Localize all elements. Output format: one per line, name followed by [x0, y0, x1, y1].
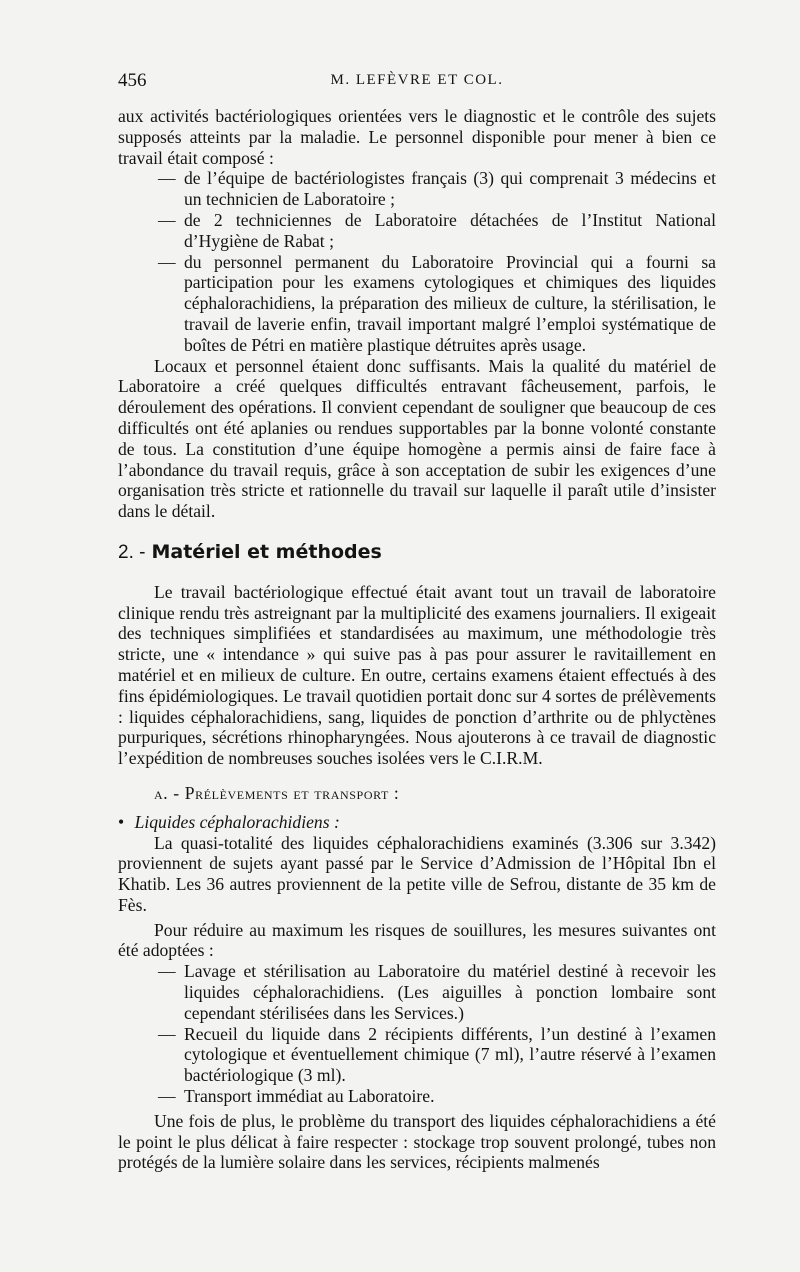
bullet-heading-text: Liquides céphalorachidiens : — [134, 811, 340, 832]
measure-list-text: Recueil du liquide dans 2 récipients différents, l’un destiné à l’examen cytologique et éventuellement chimique (7 ml), l’autre réservé à l’examen bactériologique (3 ml). — [184, 1023, 716, 1086]
dash-marker: — — [158, 1086, 176, 1107]
section-title: Matériel et méthodes — [151, 540, 382, 563]
staff-list-text: du personnel permanent du Laboratoire Provincial qui a fourni sa participation pour les examens cytologiques et chimiques des liquides céphalorachidiens, la préparation des milieux de culture, la stérilisation, le travail de laverie enfin, travail important malgré l’emploi systématique de boîtes de Pétri en matière plastique détruites après usage. — [184, 251, 716, 355]
dash-marker: — — [158, 961, 176, 982]
csf-paragraph-2: Pour réduire au maximum les risques de souillures, les mesures suivantes ont été adoptées : — [118, 919, 716, 961]
staff-list-item — [118, 252, 716, 356]
csf-paragraph-3: Une fois de plus, le problème du transport des liquides céphalorachidiens a été le point le plus délicat à faire respecter : stockage trop souvent prolongé, tubes non protégés de la lumière solaire dans les services, récipients malmenés — [118, 1110, 716, 1173]
page-body — [118, 106, 716, 1173]
section-heading — [118, 542, 716, 564]
staff-list-text: de l’équipe de bactériologistes français (3) qui comprenait 3 médecins et un technicien de Laboratoire ; — [184, 168, 716, 210]
closing-paragraph: Locaux et personnel étaient donc suffisants. Mais la qualité du matériel de Laboratoire a créé quelques difficultés entravant fâcheusement, parfois, le déroulement des opérations. Il convient cependant de souligner que beaucoup de ces difficultés ont été aplanies ou rendues supportables par la bonne volonté constante de tous. La constitution d’une équipe homogène a permis ainsi de faire face à l’abondance du travail requis, grâce à son acceptation de subir les exigences d’une organisation très stricte et rationnelle du travail sur laquelle il paraît utile d’insister dans le détail. — [118, 355, 716, 522]
section-paragraph: Le travail bactériologique effectué était avant tout un travail de laboratoire clinique rendu très astreignant par la multiplicité des examens journaliers. Il exigeait des techniques simplifiées et standardisées au maximum, une méthodologie très stricte, une « intendance » qui suive pas à pas pour assurer le ravitaillement en matériel et en milieux de culture. En outre, certains examens étaient effectués à des fins épidémiologiques. Le travail quotidien portait donc sur 4 sortes de prélèvements : liquides céphalorachidiens, sang, liquides de ponction d’arthrite ou de phlyctènes purpuriques, sécrétions rhinopharyngées. Nous ajouterons à ce travail de diagnostic l’expédition de nombreuses souches isolées vers le C.I.R.M. — [118, 581, 716, 769]
measure-list-item — [118, 1086, 716, 1107]
measure-list-text: Transport immédiat au Laboratoire. — [184, 1086, 435, 1107]
dash-marker: — — [158, 209, 176, 230]
csf-paragraph-1: La quasi-totalité des liquides céphalorachidiens examinés (3.306 sur 3.342) proviennent de sujets ayant passé par le Service d’Admission de l’Hôpital Ibn el Khatib. Les 36 autres proviennent de la petite ville de Sefrou, distante de 35 km de Fès. — [118, 832, 716, 915]
section-number: 2. - — [118, 541, 146, 563]
page-header — [118, 70, 716, 94]
intro-paragraph: aux activités bactériologiques orientées vers le diagnostic et le contrôle des sujets supposés atteints par la maladie. Le personnel disponible pour mener à bien ce travail était composé : — [118, 106, 716, 168]
measure-list-item — [118, 1024, 716, 1086]
bullet-heading — [118, 812, 716, 833]
bullet-icon: • — [118, 811, 125, 832]
subsection-heading: a. - Prélèvements et transport : — [154, 782, 400, 803]
staff-list-item — [118, 210, 716, 252]
staff-list-item — [118, 168, 716, 210]
measure-list-text: Lavage et stérilisation au Laboratoire du matériel destiné à recevoir les liquides céphalorachidiens. (Les aiguilles à ponction lombaire sont cependant stérilisées dans les Services.) — [184, 961, 716, 1023]
measure-list-item — [118, 961, 716, 1023]
running-head: M. LEFÈVRE ET COL. — [330, 72, 504, 88]
dash-marker: — — [158, 251, 176, 272]
dash-marker: — — [158, 1023, 176, 1044]
staff-list-text: de 2 techniciennes de Laboratoire détachées de l’Institut National d’Hygiène de Rabat ; — [184, 209, 716, 251]
dash-marker: — — [158, 168, 176, 189]
page-number: 456 — [118, 70, 147, 91]
